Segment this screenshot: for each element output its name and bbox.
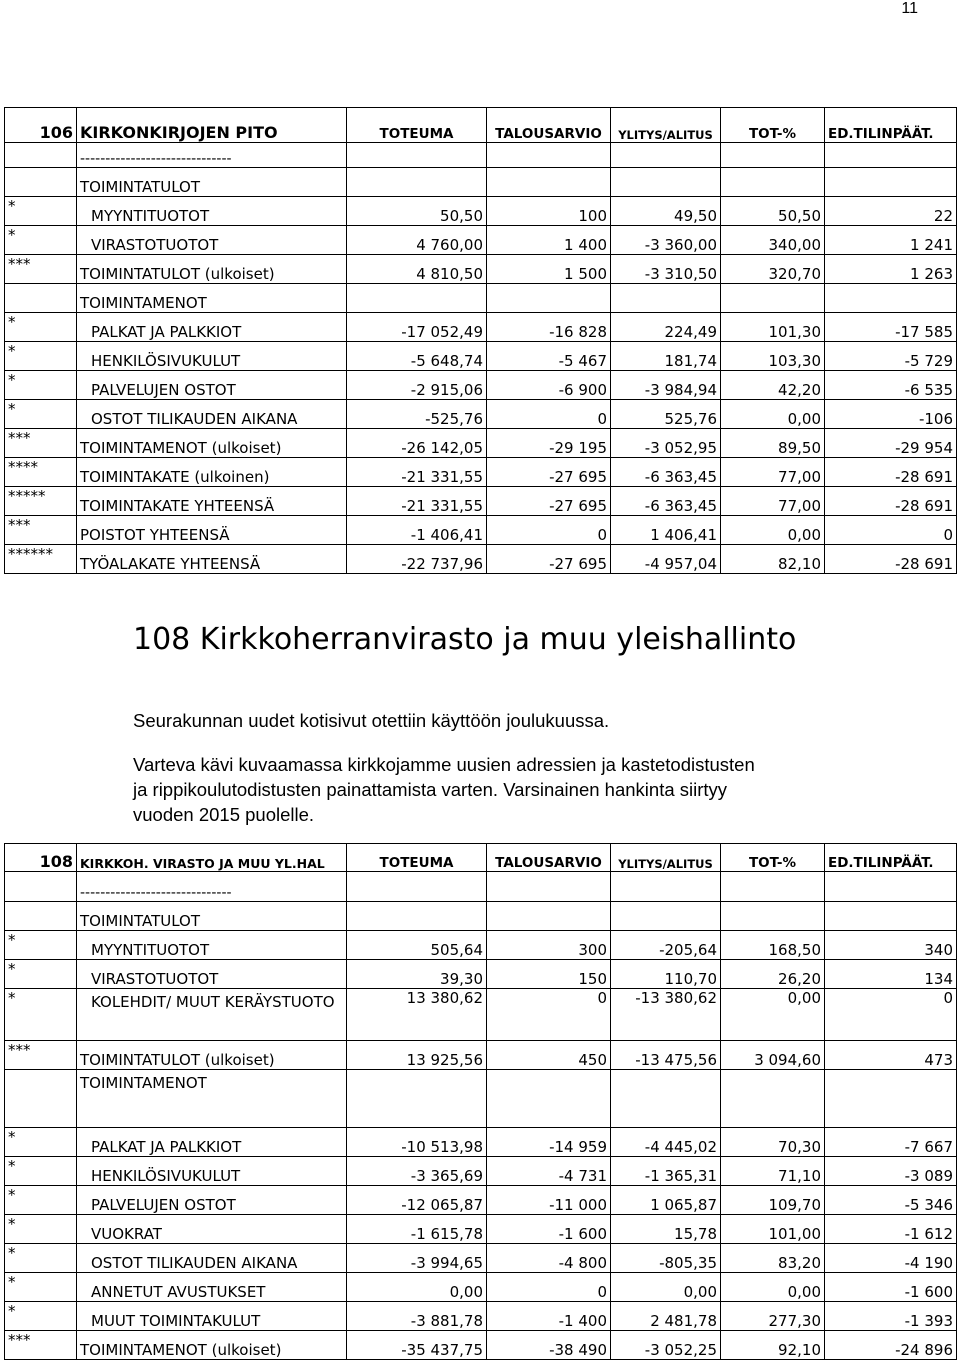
row-marker: *** — [5, 1331, 77, 1360]
col-tot: TOT-% — [721, 108, 825, 143]
row-label: TOIMINTATULOT — [77, 168, 347, 197]
cell-tot: 0,00 — [721, 1273, 825, 1302]
table-row — [5, 989, 957, 1041]
table-header — [5, 844, 957, 872]
cell-talousarvio: -1 400 — [487, 1302, 611, 1331]
cell-edtilinpaat: -1 393 — [825, 1302, 957, 1331]
row-label: OSTOT TILIKAUDEN AIKANA — [77, 1244, 347, 1273]
cell-edtilinpaat: -4 190 — [825, 1244, 957, 1273]
cell-talousarvio: 450 — [487, 1041, 611, 1070]
table-row — [5, 1070, 957, 1128]
row-label: TOIMINTAMENOT (ulkoiset) — [77, 1331, 347, 1360]
table-row — [5, 313, 957, 342]
table-row — [5, 400, 957, 429]
cell-edtilinpaat — [825, 168, 957, 197]
cell-tot: 101,00 — [721, 1215, 825, 1244]
col-talousarvio: TALOUSARVIO — [487, 844, 611, 872]
row-marker: *** — [5, 516, 77, 545]
cell-ylitys — [611, 168, 721, 197]
cell-ylitys: -4 445,02 — [611, 1128, 721, 1157]
cell-ylitys: -6 363,45 — [611, 458, 721, 487]
row-label: TOIMINTAMENOT — [77, 1070, 347, 1128]
row-marker: * — [5, 1128, 77, 1157]
table-row — [5, 1302, 957, 1331]
cell-ylitys: 2 481,78 — [611, 1302, 721, 1331]
cell-tot: 103,30 — [721, 342, 825, 371]
cell-toteuma — [347, 284, 487, 313]
cell-toteuma: -3 365,69 — [347, 1157, 487, 1186]
row-marker — [5, 168, 77, 197]
cell-edtilinpaat: -5 346 — [825, 1186, 957, 1215]
row-label: OSTOT TILIKAUDEN AIKANA — [77, 400, 347, 429]
row-label: TOIMINTAKATE (ulkoinen) — [77, 458, 347, 487]
cell-talousarvio: -11 000 — [487, 1186, 611, 1215]
cell-talousarvio: -6 900 — [487, 371, 611, 400]
cell-toteuma — [347, 168, 487, 197]
cell-ylitys — [611, 1070, 721, 1128]
cell-tot — [721, 168, 825, 197]
cell-toteuma: -10 513,98 — [347, 1128, 487, 1157]
cell-ylitys: -805,35 — [611, 1244, 721, 1273]
cell-edtilinpaat: -17 585 — [825, 313, 957, 342]
row-marker: * — [5, 371, 77, 400]
cell-tot: 0,00 — [721, 989, 825, 1041]
cell-talousarvio: 1 500 — [487, 255, 611, 284]
cell-ylitys: 15,78 — [611, 1215, 721, 1244]
cell-toteuma: 13 925,56 — [347, 1041, 487, 1070]
cell-edtilinpaat: -5 729 — [825, 342, 957, 371]
cell-edtilinpaat: -28 691 — [825, 458, 957, 487]
col-edtilinpaat: ED.TILINPÄÄT. — [825, 844, 957, 872]
cell-talousarvio: -1 600 — [487, 1215, 611, 1244]
cell-toteuma — [347, 902, 487, 931]
cell-talousarvio: -27 695 — [487, 458, 611, 487]
row-marker: **** — [5, 458, 77, 487]
table-row — [5, 458, 957, 487]
col-edtilinpaat: ED.TILINPÄÄT. — [825, 108, 957, 143]
table-row — [5, 1244, 957, 1273]
table-row — [5, 226, 957, 255]
row-marker — [5, 284, 77, 313]
page-number: 11 — [901, 0, 918, 17]
cell-tot: 0,00 — [721, 516, 825, 545]
cell-talousarvio — [487, 168, 611, 197]
cell-ylitys: 181,74 — [611, 342, 721, 371]
cell-tot: 3 094,60 — [721, 1041, 825, 1070]
row-label: VIRASTOTUOTOT — [77, 226, 347, 255]
cell-toteuma: -1 406,41 — [347, 516, 487, 545]
row-marker: * — [5, 1244, 77, 1273]
table-row — [5, 960, 957, 989]
cell-toteuma: -17 052,49 — [347, 313, 487, 342]
table-row — [5, 902, 957, 931]
cell-tot: 340,00 — [721, 226, 825, 255]
cell-edtilinpaat: -106 — [825, 400, 957, 429]
cell-tot — [721, 902, 825, 931]
cell-talousarvio: -38 490 — [487, 1331, 611, 1360]
cell-talousarvio: -14 959 — [487, 1128, 611, 1157]
cell-tot: 89,50 — [721, 429, 825, 458]
row-label: PALKAT JA PALKKIOT — [77, 313, 347, 342]
cell-edtilinpaat: -28 691 — [825, 487, 957, 516]
col-toteuma: TOTEUMA — [347, 108, 487, 143]
cell-ylitys: 224,49 — [611, 313, 721, 342]
row-label: TOIMINTATULOT (ulkoiset) — [77, 255, 347, 284]
cell-edtilinpaat: 0 — [825, 989, 957, 1041]
cell-tot: 42,20 — [721, 371, 825, 400]
cell-tot: 277,30 — [721, 1302, 825, 1331]
cell-edtilinpaat: -1 612 — [825, 1215, 957, 1244]
cell-toteuma: 0,00 — [347, 1273, 487, 1302]
table-row — [5, 197, 957, 226]
cell-tot: 50,50 — [721, 197, 825, 226]
cell-edtilinpaat — [825, 284, 957, 313]
table-row — [5, 1331, 957, 1360]
cell-talousarvio: 0 — [487, 1273, 611, 1302]
row-marker: * — [5, 1186, 77, 1215]
row-marker: * — [5, 960, 77, 989]
cell-ylitys: 49,50 — [611, 197, 721, 226]
cell-edtilinpaat: -6 535 — [825, 371, 957, 400]
cell-tot: 92,10 — [721, 1331, 825, 1360]
table-row — [5, 371, 957, 400]
row-marker: * — [5, 1157, 77, 1186]
row-marker — [5, 1070, 77, 1128]
cell-tot: 168,50 — [721, 931, 825, 960]
cell-talousarvio: 0 — [487, 989, 611, 1041]
paragraph-2-line-2: ja rippikoulutodistusten painattamista varten. Varsinainen hankinta siirtyy — [133, 779, 728, 800]
cell-ylitys: 1 065,87 — [611, 1186, 721, 1215]
cell-toteuma: -21 331,55 — [347, 458, 487, 487]
cell-tot: 320,70 — [721, 255, 825, 284]
cell-ylitys: -3 984,94 — [611, 371, 721, 400]
cell-toteuma: -1 615,78 — [347, 1215, 487, 1244]
cell-edtilinpaat: -7 667 — [825, 1128, 957, 1157]
cell-ylitys: 110,70 — [611, 960, 721, 989]
row-label: MYYNTITUOTOT — [77, 197, 347, 226]
cell-toteuma: -3 881,78 — [347, 1302, 487, 1331]
col-ylitys: YLITYS/ALITUS — [611, 108, 721, 143]
cell-toteuma: -22 737,96 — [347, 545, 487, 574]
row-marker: * — [5, 931, 77, 960]
cell-edtilinpaat: 0 — [825, 516, 957, 545]
cell-talousarvio: 0 — [487, 516, 611, 545]
cell-tot: 71,10 — [721, 1157, 825, 1186]
cell-talousarvio: -27 695 — [487, 487, 611, 516]
table-row — [5, 1041, 957, 1070]
row-label: TYÖALAKATE YHTEENSÄ — [77, 545, 347, 574]
table-row — [5, 1273, 957, 1302]
cell-tot: 82,10 — [721, 545, 825, 574]
cell-toteuma: -12 065,87 — [347, 1186, 487, 1215]
table-row — [5, 342, 957, 371]
cell-talousarvio — [487, 1070, 611, 1128]
cell-talousarvio: -29 195 — [487, 429, 611, 458]
unit-code: 108 — [5, 844, 77, 872]
cell-ylitys: -3 052,25 — [611, 1331, 721, 1360]
row-label: MUUT TOIMINTAKULUT — [77, 1302, 347, 1331]
cell-ylitys: 0,00 — [611, 1273, 721, 1302]
cell-edtilinpaat: 1 241 — [825, 226, 957, 255]
cell-talousarvio: -16 828 — [487, 313, 611, 342]
col-ylitys: YLITYS/ALITUS — [611, 844, 721, 872]
cell-edtilinpaat: 22 — [825, 197, 957, 226]
cell-edtilinpaat: -28 691 — [825, 545, 957, 574]
table-row — [5, 516, 957, 545]
cell-tot: 101,30 — [721, 313, 825, 342]
cell-ylitys: -4 957,04 — [611, 545, 721, 574]
cell-edtilinpaat: -1 600 — [825, 1273, 957, 1302]
cost-table-106 — [4, 107, 957, 574]
col-talousarvio: TALOUSARVIO — [487, 108, 611, 143]
row-label: VUOKRAT — [77, 1215, 347, 1244]
col-tot: TOT-% — [721, 844, 825, 872]
cell-tot: 0,00 — [721, 400, 825, 429]
cell-talousarvio: -4 731 — [487, 1157, 611, 1186]
cell-ylitys — [611, 902, 721, 931]
table-row — [5, 487, 957, 516]
cell-edtilinpaat: -24 896 — [825, 1331, 957, 1360]
cell-talousarvio — [487, 284, 611, 313]
row-marker: * — [5, 313, 77, 342]
unit-title: KIRKONKIRJOJEN PITO — [77, 108, 347, 143]
col-toteuma: TOTEUMA — [347, 844, 487, 872]
cell-toteuma: 50,50 — [347, 197, 487, 226]
row-label: KOLEHDIT/ MUUT KERÄYSTUOTO — [77, 989, 347, 1041]
cell-toteuma: -35 437,75 — [347, 1331, 487, 1360]
unit-code: 106 — [5, 108, 77, 143]
divider-row — [5, 143, 957, 168]
row-label: PALVELUJEN OSTOT — [77, 371, 347, 400]
divider-line: ------------------------------ — [77, 143, 347, 168]
row-marker: ****** — [5, 545, 77, 574]
cell-toteuma: -525,76 — [347, 400, 487, 429]
divider-line: ------------------------------ — [77, 872, 347, 902]
cell-tot: 70,30 — [721, 1128, 825, 1157]
cell-edtilinpaat — [825, 902, 957, 931]
unit-title: KIRKKOH. VIRASTO JA MUU YL.HAL — [77, 844, 347, 872]
table-header — [5, 108, 957, 143]
cell-ylitys: 1 406,41 — [611, 516, 721, 545]
cell-talousarvio — [487, 902, 611, 931]
table-row — [5, 931, 957, 960]
cell-edtilinpaat: -3 089 — [825, 1157, 957, 1186]
cell-talousarvio: 100 — [487, 197, 611, 226]
cell-edtilinpaat: 134 — [825, 960, 957, 989]
table-row — [5, 255, 957, 284]
cell-edtilinpaat: 340 — [825, 931, 957, 960]
row-label: HENKILÖSIVUKULUT — [77, 342, 347, 371]
cell-tot — [721, 1070, 825, 1128]
cell-ylitys — [611, 284, 721, 313]
row-label: TOIMINTATULOT (ulkoiset) — [77, 1041, 347, 1070]
table-row — [5, 1215, 957, 1244]
cell-ylitys: -3 310,50 — [611, 255, 721, 284]
table-row — [5, 1186, 957, 1215]
cell-talousarvio: -4 800 — [487, 1244, 611, 1273]
row-marker: * — [5, 1302, 77, 1331]
cell-talousarvio: 150 — [487, 960, 611, 989]
row-label: ANNETUT AVUSTUKSET — [77, 1273, 347, 1302]
cell-talousarvio: 1 400 — [487, 226, 611, 255]
row-marker: *** — [5, 1041, 77, 1070]
cost-table-108 — [4, 843, 957, 1360]
paragraph-2-line-3: vuoden 2015 puolelle. — [133, 804, 315, 825]
table-row — [5, 429, 957, 458]
cell-tot: 83,20 — [721, 1244, 825, 1273]
row-label: TOIMINTAKATE YHTEENSÄ — [77, 487, 347, 516]
row-marker: * — [5, 342, 77, 371]
row-marker: ***** — [5, 487, 77, 516]
row-label: TOIMINTATULOT — [77, 902, 347, 931]
row-label: HENKILÖSIVUKULUT — [77, 1157, 347, 1186]
row-label: PALVELUJEN OSTOT — [77, 1186, 347, 1215]
cell-talousarvio: 0 — [487, 400, 611, 429]
table-row — [5, 1128, 957, 1157]
cell-ylitys: -13 380,62 — [611, 989, 721, 1041]
table-row — [5, 168, 957, 197]
table-row — [5, 545, 957, 574]
cell-edtilinpaat — [825, 1070, 957, 1128]
row-label: TOIMINTAMENOT (ulkoiset) — [77, 429, 347, 458]
cell-toteuma: 13 380,62 — [347, 989, 487, 1041]
cell-tot: 109,70 — [721, 1186, 825, 1215]
section-heading: 108 Kirkkoherranvirasto ja muu yleishallinto — [133, 622, 797, 657]
cell-toteuma: -26 142,05 — [347, 429, 487, 458]
paragraph-1: Seurakunnan uudet kotisivut otettiin käyttöön joulukuussa. — [133, 710, 610, 731]
cell-ylitys: -13 475,56 — [611, 1041, 721, 1070]
row-marker: * — [5, 989, 77, 1041]
cell-talousarvio: 300 — [487, 931, 611, 960]
row-marker: *** — [5, 255, 77, 284]
cell-toteuma: -2 915,06 — [347, 371, 487, 400]
cell-toteuma: -5 648,74 — [347, 342, 487, 371]
table-row — [5, 1157, 957, 1186]
cell-edtilinpaat: -29 954 — [825, 429, 957, 458]
paragraph-2-line-1: Varteva kävi kuvaamassa kirkkojamme uusien adressien ja kastetodistusten — [133, 754, 755, 775]
row-marker: *** — [5, 429, 77, 458]
row-marker: * — [5, 226, 77, 255]
cell-toteuma: -3 994,65 — [347, 1244, 487, 1273]
row-label: PALKAT JA PALKKIOT — [77, 1128, 347, 1157]
cell-talousarvio: -27 695 — [487, 545, 611, 574]
cell-ylitys: -3 360,00 — [611, 226, 721, 255]
cell-ylitys: 525,76 — [611, 400, 721, 429]
row-label: MYYNTITUOTOT — [77, 931, 347, 960]
row-marker: * — [5, 1215, 77, 1244]
cell-ylitys: -205,64 — [611, 931, 721, 960]
row-label: TOIMINTAMENOT — [77, 284, 347, 313]
row-label: VIRASTOTUOTOT — [77, 960, 347, 989]
table-row — [5, 284, 957, 313]
cell-edtilinpaat: 1 263 — [825, 255, 957, 284]
row-marker: * — [5, 197, 77, 226]
cell-ylitys: -6 363,45 — [611, 487, 721, 516]
cell-toteuma — [347, 1070, 487, 1128]
cell-tot: 77,00 — [721, 458, 825, 487]
cell-toteuma: -21 331,55 — [347, 487, 487, 516]
cell-talousarvio: -5 467 — [487, 342, 611, 371]
row-marker: * — [5, 400, 77, 429]
cell-toteuma: 4 810,50 — [347, 255, 487, 284]
row-marker — [5, 902, 77, 931]
cell-tot: 77,00 — [721, 487, 825, 516]
cell-toteuma: 4 760,00 — [347, 226, 487, 255]
row-label: POISTOT YHTEENSÄ — [77, 516, 347, 545]
cell-toteuma: 505,64 — [347, 931, 487, 960]
cell-ylitys: -3 052,95 — [611, 429, 721, 458]
cell-tot — [721, 284, 825, 313]
row-marker: * — [5, 1273, 77, 1302]
cell-ylitys: -1 365,31 — [611, 1157, 721, 1186]
cell-toteuma: 39,30 — [347, 960, 487, 989]
cell-tot: 26,20 — [721, 960, 825, 989]
divider-row — [5, 872, 957, 902]
cell-edtilinpaat: 473 — [825, 1041, 957, 1070]
